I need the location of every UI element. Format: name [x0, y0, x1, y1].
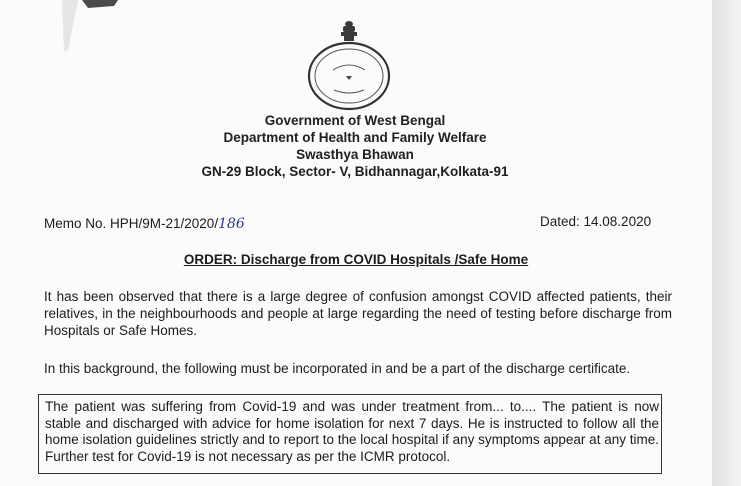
memo-number	[44, 216, 245, 232]
viewer-gutter	[712, 0, 741, 486]
header-government: Government of West Bengal	[264, 113, 446, 128]
order-title: ORDER: Discharge from COVID Hospitals /Safe Home	[183, 252, 529, 267]
paragraph-confusion: It has been observed that there is a large degree of confusion amongst COVID affected patients, their relatives, in the neighbourhoods and people at large regarding the need of testing before discharge from Hospitals or Safe Homes.	[44, 289, 672, 338]
memo-number-prefix: Memo No. HPH/9M-21/2020/	[44, 216, 219, 231]
paragraph-background: In this background, the following must be incorporated in and be a part of the discharge certificate.	[44, 361, 631, 376]
header-department: Department of Health and Family Welfare	[223, 130, 487, 145]
discharge-certificate-text: The patient was suffering from Covid-19 and was under treatment from... to.... The patient is now stable and discharged with advice for home isolation for next 7 days. He is instructed to follow all the home isolation guidelines strictly and to report to the local hospital if any symptoms appear at any time. Further test for Covid-19 is not necessary as per the ICMR protocol.	[45, 399, 659, 464]
discharge-certificate-box	[38, 394, 662, 474]
memo-date: Dated: 14.08.2020	[540, 214, 652, 229]
header-address: GN-29 Block, Sector- V, Bidhannagar,Kolkata-91	[201, 164, 509, 179]
state-emblem-icon	[306, 20, 392, 112]
smudge-mark	[58, 0, 120, 58]
header-building: Swasthya Bhawan	[296, 147, 414, 162]
memo-number-handwritten: 186	[218, 216, 245, 232]
